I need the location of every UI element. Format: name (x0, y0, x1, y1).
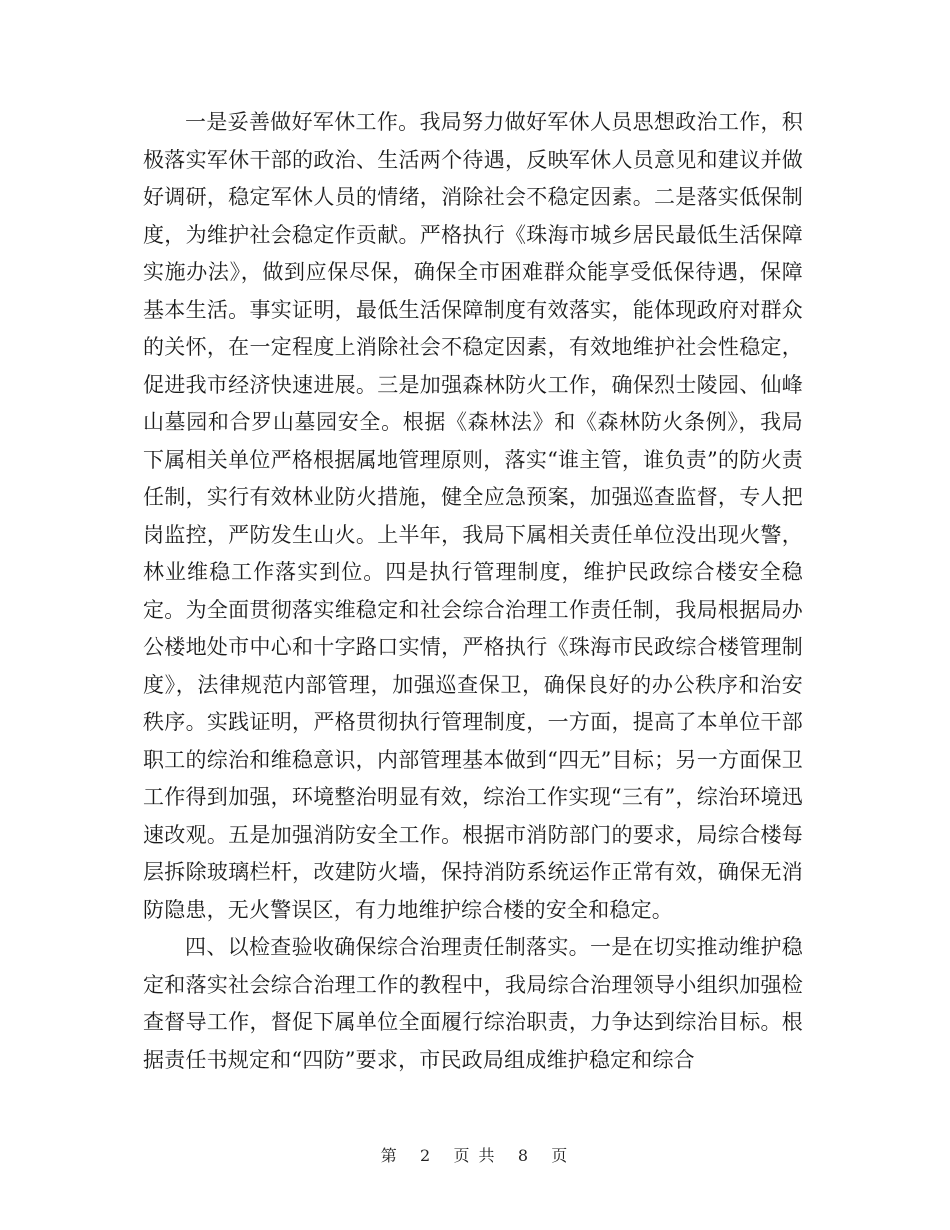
paragraph-1: 一是妥善做好军休工作。我局努力做好军休人员思想政治工作，积极落实军休干部的政治、生活两个待遇，反映军休人员意见和建议并做好调研，稳定军休人员的情绪，消除社会不稳定因素。二是落实低保制度，为维护社会稳定作贡献。严格执行《珠海市城乡居民最低生活保障实施办法》，做到应保尽保，确保全市困难群众能享受低保待遇，保障基本生活。事实证明，最低生活保障制度有效落实，能体现政府对群众的关怀，在一定程度上消除社会不稳定因素，有效地维护社会性稳定，促进我市经济快速进展。三是加强森林防火工作，确保烈士陵园、仙峰山墓园和合罗山墓园安全。根据《森林法》和《森林防火条例》，我局下属相关单位严格根据属地管理原则，落实“谁主管，谁负责”的防火责任制，实行有效林业防火措施，健全应急预案，加强巡查监督，专人把岗监控，严防发生山火。上半年，我局下属相关责任单位没出现火警，林业维稳工作落实到位。四是执行管理制度，维护民政综合楼安全稳定。为全面贯彻落实维稳定和社会综合治理工作责任制，我局根据局办公楼地处市中心和十字路口实情，严格执行《珠海市民政综合楼管理制度》，法律规范内部管理，加强巡查保卫，确保良好的办公秩序和治安秩序。实践证明，严格贯彻执行管理制度，一方面，提高了本单位干部职工的综治和维稳意识，内部管理基本做到“四无”目标；另一方面保卫工作得到加强，环境整治明显有效，综治工作实现“三有”，综治环境迅速改观。五是加强消防安全工作。根据市消防部门的要求，局综合楼每层拆除玻璃栏杆，改建防火墙，保持消防系统运作正常有效，确保无消防隐患，无火警误区，有力地维护综合楼的安全和稳定。 (143, 110, 803, 922)
footer-prefix: 第 (380, 1146, 399, 1165)
page-footer (0, 1143, 950, 1166)
footer-current-page: 2 (419, 1146, 433, 1165)
footer-suffix: 页 (551, 1146, 570, 1165)
footer-total-pages: 8 (517, 1146, 531, 1165)
footer-middle: 页 共 (453, 1146, 497, 1165)
paragraph-2: 四、以检查验收确保综合治理责任制落实。一是在切实推动维护稳定和落实社会综合治理工作的教程中，我局综合治理领导小组织加强检查督导工作，督促下属单位全面履行综治职责，力争达到综治目标。根据责任书规定和“四防”要求，市民政局组成维护稳定和综合 (143, 935, 803, 1072)
document-body (143, 104, 803, 1079)
